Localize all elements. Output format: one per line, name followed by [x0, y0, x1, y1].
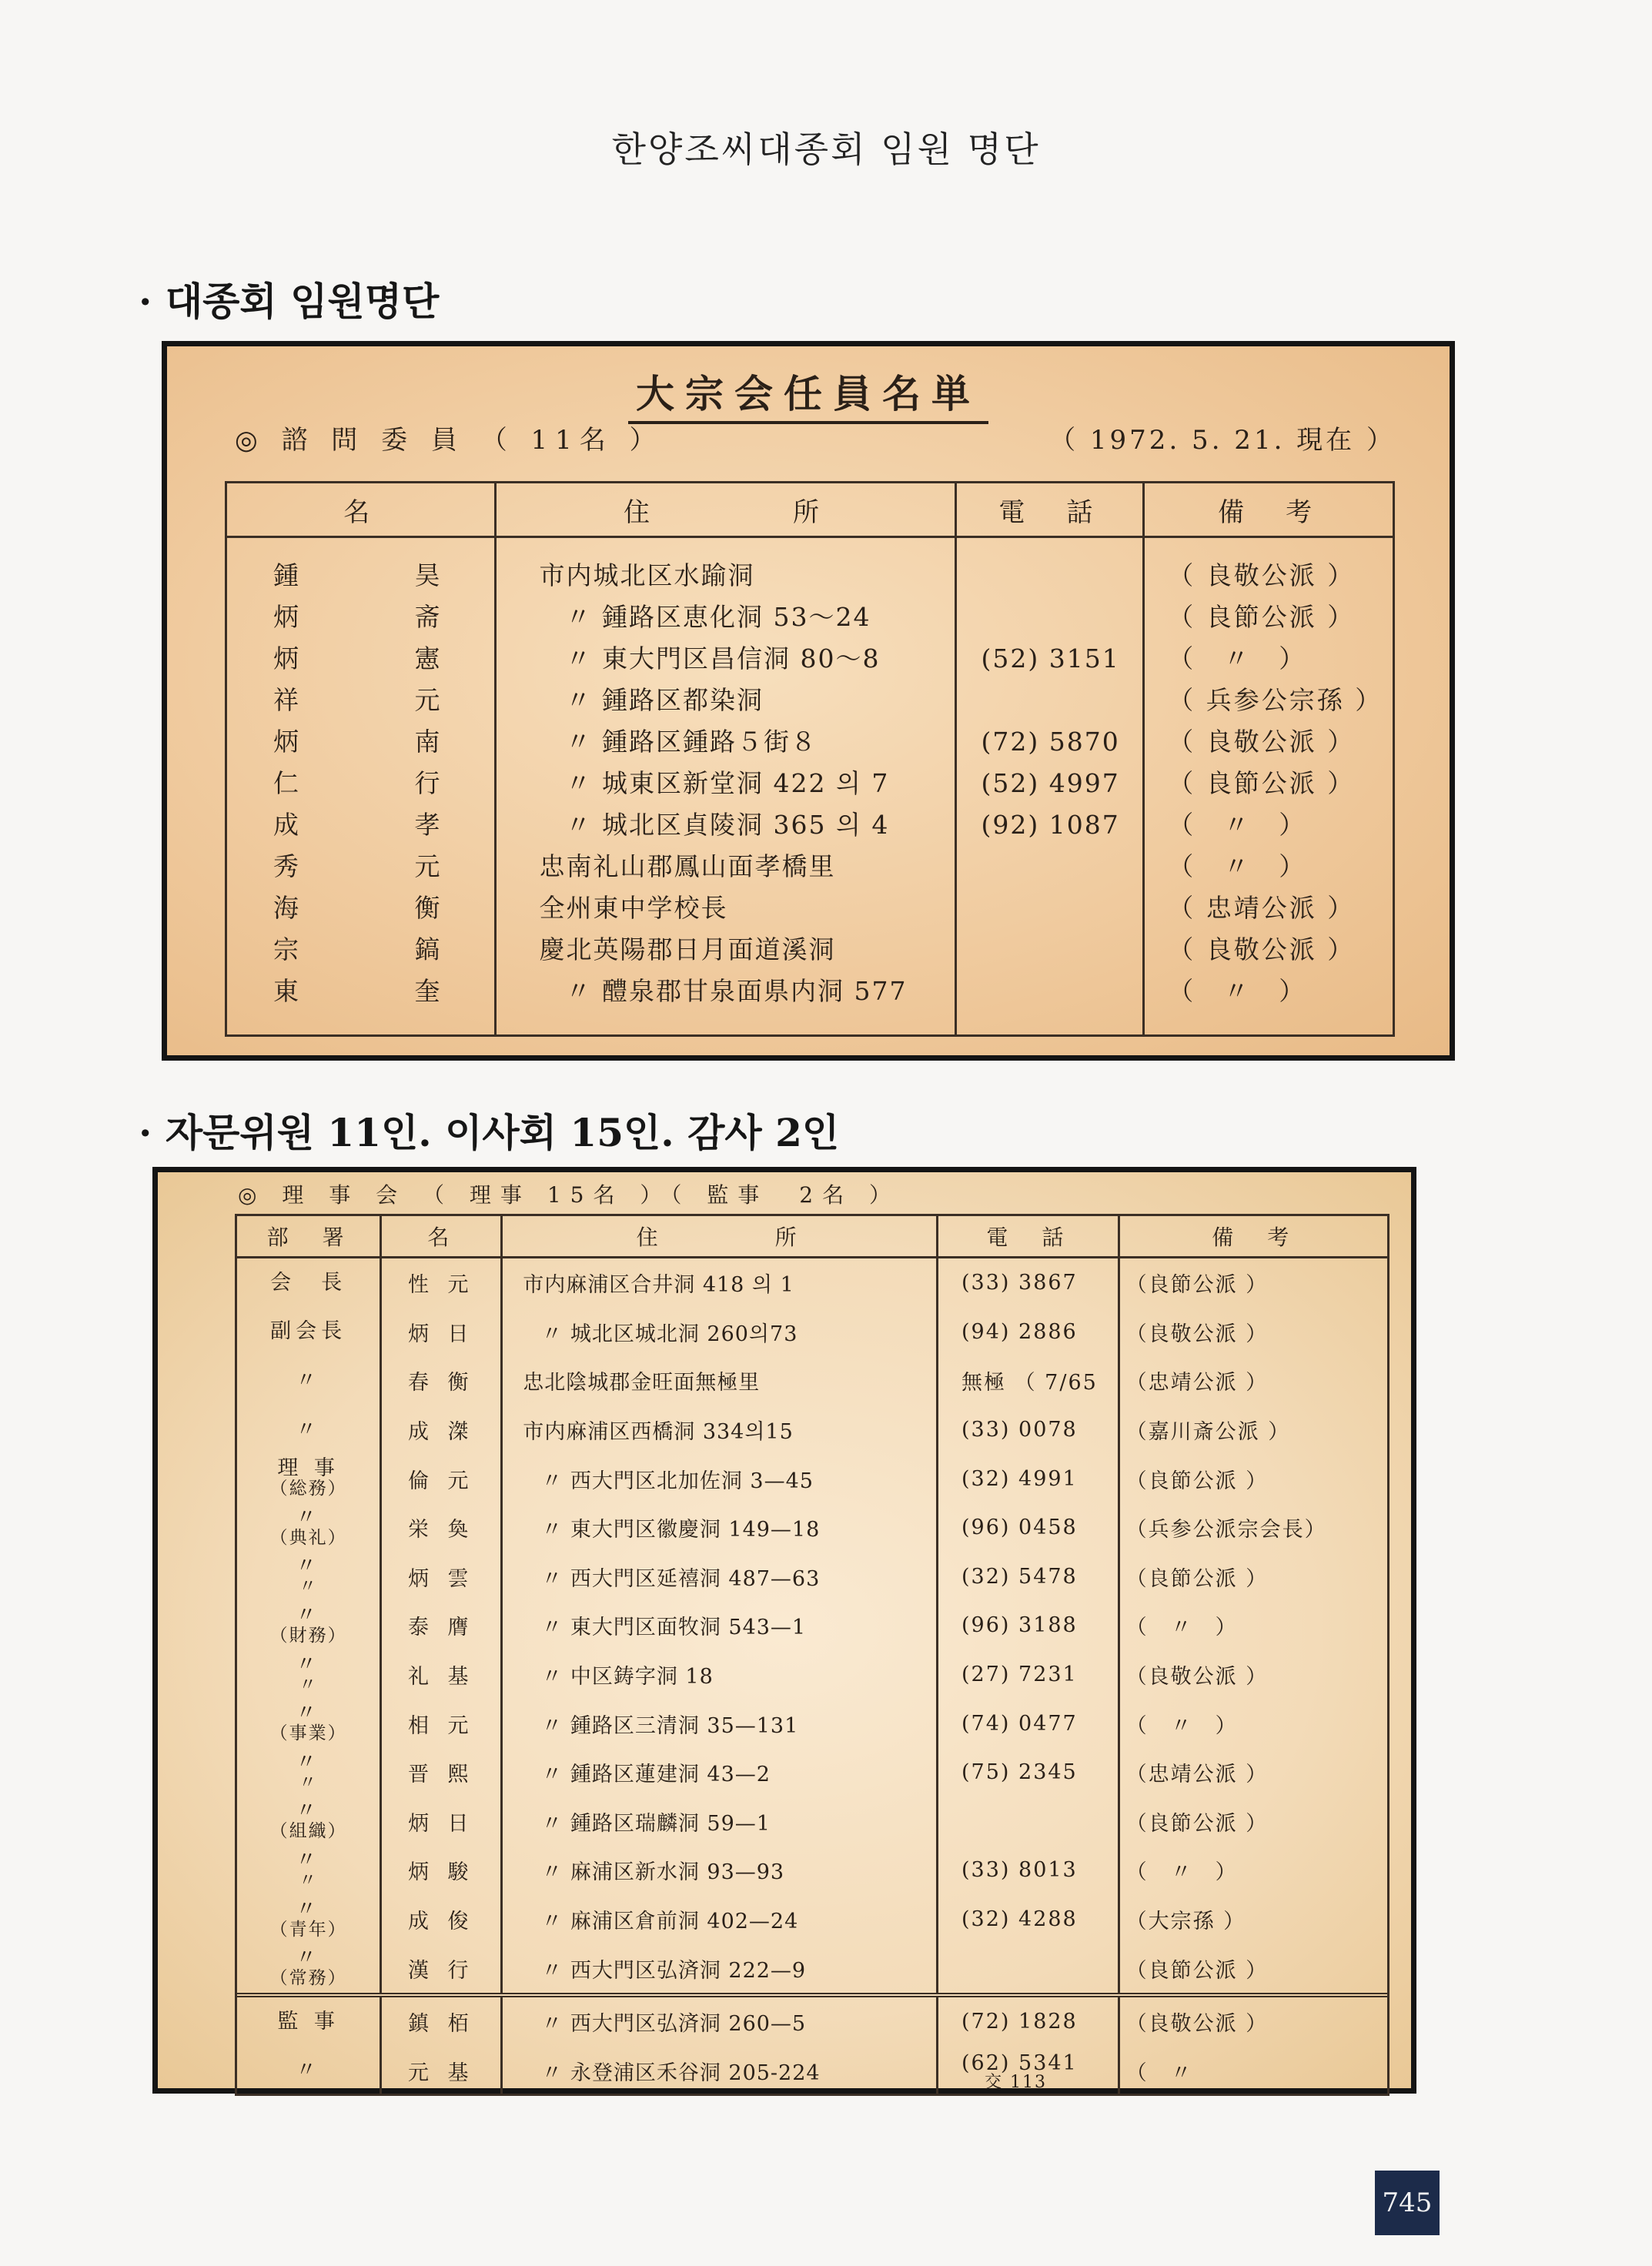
- member-address: 〃 鍾路区鍾路５街８: [565, 727, 818, 757]
- name-cell: 倫 元: [381, 1454, 502, 1503]
- dept-label: 〃: [296, 1897, 322, 1921]
- tel-cell: [938, 1552, 1119, 1602]
- tel-number: 無極 （ 7/65: [961, 1371, 1098, 1395]
- member-note: （ 〃 ）: [1168, 851, 1307, 881]
- dept-role: （組織）: [269, 1821, 347, 1842]
- dept-label: 〃: [296, 1847, 322, 1872]
- table-row: [237, 1454, 1387, 1503]
- dept-cell: [237, 1943, 381, 1995]
- address-cell: 〃 鍾路区三清洞 35—131: [502, 1699, 938, 1748]
- dept-cell: [237, 1405, 381, 1455]
- member-tel: [957, 846, 1143, 887]
- member-tel: (92) 1087: [981, 810, 1120, 840]
- member-address: 〃 城東区新堂洞 422 의 7: [565, 768, 890, 798]
- member-note: （ 良敬公派 ）: [1168, 560, 1356, 590]
- member-tel: [957, 680, 1143, 721]
- column-header-address: 住 所: [495, 483, 955, 537]
- dept-cell: [237, 1846, 381, 1895]
- member-tel: [957, 597, 1143, 638]
- table-row: [237, 1356, 1387, 1405]
- dept-cell: [237, 1995, 381, 2047]
- name-cell: 礼 基: [381, 1650, 502, 1700]
- dept-role: （総務）: [269, 1479, 347, 1499]
- member-note: （ 〃 ）: [1168, 810, 1307, 840]
- address-cell: 〃 麻浦区新水洞 93—93: [502, 1846, 938, 1895]
- roster-date: （ 1972. 5. 21. 現在 ）: [1049, 425, 1396, 456]
- column-header-note: 備 考: [1119, 1216, 1387, 1258]
- table-row: [237, 1405, 1387, 1455]
- dept-cell: [237, 1503, 381, 1552]
- dept-cell: [237, 1895, 381, 1944]
- member-address: 〃 東大門区昌信洞 80～8: [565, 643, 881, 673]
- member-name: 海 衡: [273, 893, 494, 923]
- note-cell: （良敬公派 ）: [1125, 1665, 1269, 1689]
- member-note: （ 〃 ）: [1168, 976, 1307, 1006]
- member-address: 慶北英陽郡日月面道溪洞: [539, 934, 836, 964]
- table-row: [237, 1258, 1387, 1308]
- member-name: 宗 鎬: [273, 934, 494, 964]
- address-column: [495, 537, 955, 1035]
- note-cell: （ 〃 ）: [1125, 1713, 1238, 1738]
- dept-role: （事業）: [269, 1723, 347, 1744]
- member-note: （ 兵参公宗孫 ）: [1168, 685, 1383, 715]
- tel-cell: [938, 1454, 1119, 1503]
- table-row: [237, 1601, 1387, 1650]
- tel-number: (27) 7231: [961, 1663, 1078, 1687]
- member-name: 仁 行: [273, 768, 494, 798]
- tel-number: (32) 5478: [961, 1564, 1078, 1589]
- tel-cell: [938, 1846, 1119, 1895]
- address-cell: 〃 中区鋳字洞 18: [502, 1650, 938, 1700]
- dept-label: 〃: [296, 1946, 322, 1970]
- note-cell: （良節公派 ）: [1125, 1273, 1269, 1298]
- dept-role: （典礼）: [269, 1527, 347, 1548]
- table-row: [237, 2047, 1387, 2096]
- member-name: 成 孝: [273, 810, 494, 840]
- tel-cell: [938, 1308, 1119, 1357]
- page-title: 한양조씨대종회 임원 명단: [611, 129, 1041, 170]
- tel-cell: [938, 1601, 1119, 1650]
- dept-label: 副会長: [270, 1319, 347, 1344]
- member-tel: (72) 5870: [981, 727, 1120, 757]
- member-address: 〃 城北区貞陵洞 365 의 4: [565, 810, 890, 840]
- column-header-tel: 電 話: [955, 483, 1144, 537]
- member-note: （ 良敬公派 ）: [1168, 934, 1356, 964]
- dept-cell: [237, 1699, 381, 1748]
- address-cell: 〃 鍾路区瑞麟洞 59—1: [502, 1797, 938, 1847]
- name-cell: 性 元: [381, 1258, 502, 1308]
- dept-role: （青年）: [269, 1919, 347, 1940]
- dept-cell: [237, 1601, 381, 1650]
- table-row: [237, 1552, 1387, 1602]
- tel-number: (74) 0477: [961, 1711, 1078, 1736]
- column-header-name: 名: [227, 483, 495, 537]
- tel-number: (62) 5341: [961, 2050, 1078, 2075]
- dept-label: 〃: [296, 1368, 322, 1392]
- column-header-note: 備 考: [1144, 483, 1393, 537]
- note-cell: （良敬公派 ）: [1125, 1322, 1269, 1346]
- dept-cell: [237, 1356, 381, 1405]
- dept-cell: [237, 1650, 381, 1700]
- name-cell: 成 俊: [381, 1895, 502, 1944]
- column-header-tel: 電 話: [938, 1216, 1119, 1258]
- table-row: [237, 1995, 1387, 2047]
- advisory-committee-table: [225, 481, 1395, 1037]
- tel-number: (32) 4288: [961, 1907, 1078, 1932]
- dept-cell: [237, 1797, 381, 1847]
- dept-role: （常務）: [269, 1968, 347, 1989]
- dept-cell: [237, 1748, 381, 1797]
- member-tel: (52) 4997: [981, 768, 1120, 798]
- member-note: （ 良敬公派 ）: [1168, 727, 1356, 757]
- note-cell: （良節公派 ）: [1125, 1469, 1269, 1493]
- name-cell: 炳 日: [381, 1797, 502, 1847]
- name-cell: 鎮 栢: [381, 1995, 502, 2047]
- table-row: [237, 1748, 1387, 1797]
- tel-cell: [938, 1356, 1119, 1405]
- tel-cell: [938, 1650, 1119, 1700]
- name-cell: 晋 熙: [381, 1748, 502, 1797]
- note-cell: （良節公派 ）: [1125, 1958, 1269, 1983]
- dept-role: 〃: [299, 1576, 319, 1597]
- tel-number: (33) 8013: [961, 1858, 1078, 1883]
- dept-cell: [237, 1258, 381, 1308]
- address-cell: 市内麻浦区西橋洞 334의15: [502, 1405, 938, 1455]
- table-row: [237, 1943, 1387, 1995]
- tel-cell: [938, 1943, 1119, 1995]
- section-heading-executives: · 대종회 임원명단: [139, 279, 440, 324]
- dept-cell: [237, 1552, 381, 1602]
- dept-label: 会 長: [270, 1270, 347, 1295]
- member-tel: [957, 887, 1143, 929]
- tel-cell: [938, 1797, 1119, 1847]
- executive-roster-scan: [162, 341, 1455, 1061]
- board-roster-scan: [152, 1167, 1416, 2094]
- member-name: 東 奎: [273, 976, 494, 1006]
- tel-cell: [938, 1699, 1119, 1748]
- address-cell: 〃 西大門区延禧洞 487—63: [502, 1552, 938, 1602]
- tel-cell: [938, 1748, 1119, 1797]
- member-address: 忠南礼山郡鳳山面孝橋里: [539, 851, 836, 881]
- dept-cell: [237, 1454, 381, 1503]
- dept-role: 〃: [299, 1674, 319, 1695]
- name-cell: 栄 奐: [381, 1503, 502, 1552]
- dept-label: 〃: [296, 1652, 322, 1676]
- member-note: （ 〃 ）: [1168, 643, 1307, 673]
- address-cell: 〃 永登浦区禾谷洞 205-224: [502, 2047, 938, 2096]
- member-note: （ 良節公派 ）: [1168, 602, 1356, 632]
- page-number: 745: [1375, 2171, 1440, 2235]
- address-cell: 〃 西大門区弘済洞 260—5: [502, 1995, 938, 2047]
- address-cell: 〃 西大門区北加佐洞 3—45: [502, 1454, 938, 1503]
- dept-label: 〃: [296, 1799, 322, 1823]
- tel-number: (96) 0458: [961, 1516, 1078, 1540]
- name-cell: 炳 日: [381, 1308, 502, 1357]
- note-cell: （忠靖公派 ）: [1125, 1371, 1269, 1395]
- note-cell: （嘉川斎公派 ）: [1125, 1420, 1291, 1445]
- address-cell: 〃 東大門区面牧洞 543—1: [502, 1601, 938, 1650]
- note-cell: （ 〃: [1125, 2060, 1193, 2085]
- name-cell: 春 衡: [381, 1356, 502, 1405]
- board-label: ◎ 理 事 会 （ 理事 15名 ）（ 監事 2名 ）: [238, 1182, 900, 1208]
- table-row: [237, 1650, 1387, 1700]
- name-cell: 元 基: [381, 2047, 502, 2096]
- table-row: [237, 1308, 1387, 1357]
- address-cell: 〃 麻浦区倉前洞 402—24: [502, 1895, 938, 1944]
- dept-label: 〃: [296, 1750, 322, 1774]
- note-cell: （ 〃 ）: [1125, 1860, 1238, 1885]
- member-address: 全州東中学校長: [539, 893, 728, 923]
- tel-number: (75) 2345: [961, 1760, 1078, 1785]
- dept-label: 〃: [296, 1505, 322, 1529]
- note-cell: （良節公派 ）: [1125, 1811, 1269, 1836]
- note-column: [1144, 537, 1393, 1035]
- member-tel: [957, 555, 1143, 597]
- name-cell: 泰 膺: [381, 1601, 502, 1650]
- name-cell: 相 元: [381, 1699, 502, 1748]
- note-cell: （大宗孫 ）: [1125, 1910, 1246, 1934]
- dept-role: （財務）: [269, 1625, 347, 1646]
- dept-label: 〃: [296, 2058, 322, 2083]
- address-cell: 忠北陰城郡金旺面無極里: [502, 1356, 938, 1405]
- address-cell: 市内麻浦区合井洞 418 의 1: [502, 1258, 938, 1308]
- dept-label: 〃: [296, 1554, 322, 1579]
- member-name: 炳 憲: [273, 643, 494, 673]
- dept-label: 理 事: [277, 1456, 339, 1481]
- tel-cell: [938, 1895, 1119, 1944]
- address-cell: 〃 西大門区弘済洞 222—9: [502, 1943, 938, 1995]
- table-row: [237, 1797, 1387, 1847]
- column-header-name: 名: [381, 1216, 502, 1258]
- member-tel: [957, 971, 1143, 1012]
- section-heading-board: · 자문위원 11인. 이사회 15인. 감사 2인: [139, 1110, 840, 1155]
- member-address: 〃 鍾路区都染洞: [565, 685, 764, 715]
- tel-cell: [938, 1503, 1119, 1552]
- member-address: 市内城北区水踰洞: [539, 560, 755, 590]
- dept-role: 〃: [299, 1772, 319, 1793]
- dept-cell: [237, 2047, 381, 2096]
- dept-label: 監 事: [277, 2009, 339, 2034]
- name-cell: 炳 雲: [381, 1552, 502, 1602]
- tel-number: (33) 0078: [961, 1418, 1078, 1442]
- tel-extension: 交 113: [985, 2072, 1048, 2092]
- tel-cell: [938, 1995, 1119, 2047]
- table-row: [237, 1895, 1387, 1944]
- tel-number: (72) 1828: [961, 2010, 1078, 2034]
- note-cell: （良敬公派 ）: [1119, 1995, 1387, 2047]
- tel-number: (94) 2886: [961, 1319, 1078, 1344]
- dept-role: 〃: [299, 1870, 319, 1890]
- member-address: 〃 醴泉郡甘泉面県内洞 577: [565, 976, 908, 1006]
- member-tel: (52) 3151: [981, 643, 1120, 673]
- member-name: 炳 斋: [273, 602, 494, 632]
- tel-cell: [938, 1405, 1119, 1455]
- note-cell: （良節公派 ）: [1125, 1566, 1269, 1591]
- address-cell: 〃 鍾路区蓮建洞 43—2: [502, 1748, 938, 1797]
- name-cell: 漢 行: [381, 1943, 502, 1995]
- member-tel: [957, 929, 1143, 971]
- column-header-dept: 部 署: [237, 1216, 381, 1258]
- table-row: [237, 1503, 1387, 1552]
- dept-label: 〃: [296, 1701, 322, 1726]
- tel-cell: [938, 1258, 1119, 1308]
- tel-number: (33) 3867: [961, 1271, 1078, 1295]
- dept-label: 〃: [296, 1603, 322, 1627]
- name-column: [227, 537, 495, 1035]
- advisory-committee-label: ◎ 諮 問 委 員 （ 11名 ）: [235, 425, 664, 456]
- table-row: [237, 1699, 1387, 1748]
- tel-column: [955, 537, 1144, 1035]
- note-cell: （兵参公派宗会長）: [1125, 1518, 1327, 1542]
- member-name: 秀 元: [273, 851, 494, 881]
- address-cell: 〃 城北区城北洞 260의73: [502, 1308, 938, 1357]
- member-name: 炳 南: [273, 727, 494, 757]
- member-note: （ 良節公派 ）: [1168, 768, 1356, 798]
- tel-number: (96) 3188: [961, 1613, 1078, 1638]
- name-cell: 炳 駿: [381, 1846, 502, 1895]
- member-address: 〃 鍾路区恵化洞 53～24: [565, 602, 871, 632]
- column-header-address: 住 所: [502, 1216, 938, 1258]
- roster-title: 大宗会任員名単: [167, 363, 1450, 419]
- member-name: 祥 元: [273, 685, 494, 715]
- member-note: （ 忠靖公派 ）: [1168, 893, 1356, 923]
- address-cell: 〃 東大門区徽慶洞 149—18: [502, 1503, 938, 1552]
- note-cell: （忠靖公派 ）: [1125, 1763, 1269, 1787]
- note-cell: （ 〃 ）: [1125, 1616, 1238, 1640]
- dept-label: 〃: [296, 1417, 322, 1442]
- name-cell: 成 滐: [381, 1405, 502, 1455]
- board-table: [235, 1214, 1389, 2096]
- tel-cell: [938, 2047, 1119, 2096]
- dept-cell: [237, 1308, 381, 1357]
- table-row: [237, 1846, 1387, 1895]
- tel-number: (32) 4991: [961, 1466, 1078, 1491]
- member-name: 鍾 昊: [273, 560, 494, 590]
